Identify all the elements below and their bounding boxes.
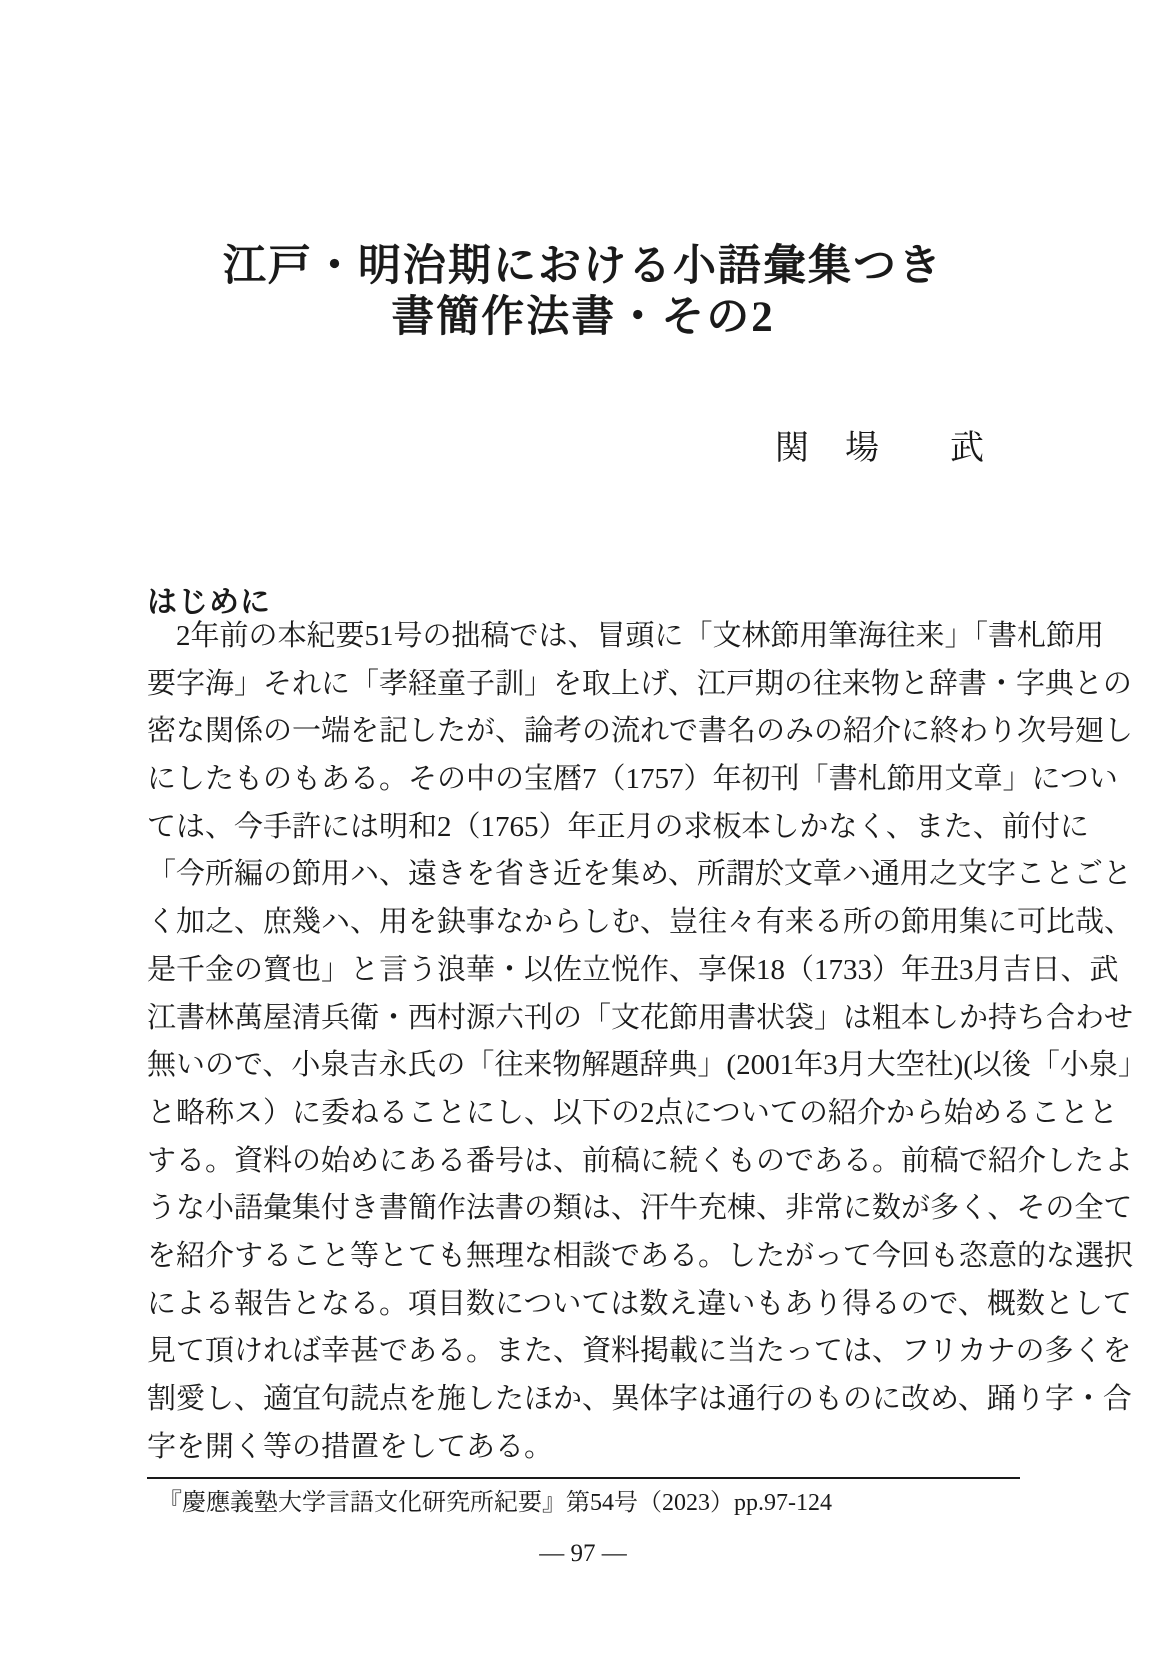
footnote-divider — [147, 1477, 1020, 1479]
body-line: 是千金の寳也」と言う浪華・以佐立悦作、享保18（1733）年丑3月吉日、武 — [147, 953, 1119, 986]
body-line: 「今所編の節用ハ、遠きを省き近を集め、所謂於文章ハ通用之文字ことごと — [147, 858, 1132, 891]
journal-citation: 『慶應義塾大学言語文化研究所紀要』第54号（2023）pp.97-124 — [158, 1490, 832, 1516]
body-line: く加之、庶幾ハ、用を鈌事なからしむ、豈往々有来る所の節用集に可比哉、 — [147, 906, 1134, 939]
body-line: 密な関係の一端を記したが、論考の流れで書名のみの紹介に終わり次号廻し — [147, 715, 1134, 748]
body-line: を紹介すること等とても無理な相談である。したがって今回も恣意的な選択 — [147, 1239, 1134, 1272]
body-line: 無いので、小泉吉永氏の「往来物解題辞典」(2001年3月大空社)(以後「小泉」 — [147, 1049, 1147, 1082]
body-line: による報告となる。項目数については数え違いもあり得るので、概数として — [147, 1287, 1132, 1320]
body-line: と略称ス）に委ねることにし、以下の2点についての紹介から始めることと — [147, 1096, 1118, 1129]
page-title-line-1: 江戸・明治期における小語彙集つき — [223, 242, 943, 290]
body-line: にしたものもある。その中の宝暦7（1757）年初刊「書札節用文章」につい — [147, 763, 1118, 796]
body-line: うな小語彙集付き書簡作法書の類は、汗牛充棟、非常に数が多く、その全て — [147, 1192, 1133, 1225]
body-line: 要字海」それに「孝経童子訓」を取上げ、江戸期の往来物と辞書・字典との — [147, 667, 1132, 700]
body-paragraph — [147, 613, 1147, 1471]
section-heading: はじめに — [147, 585, 271, 619]
page-title — [0, 241, 1166, 343]
body-line: 江書林萬屋清兵衛・西村源六刊の「文花節用書状袋」は粗本しか持ち合わせ — [147, 1001, 1134, 1034]
body-line: 2年前の本紀要51号の拙稿では、冒頭に「文林節用筆海往来」「書札節用 — [147, 620, 1105, 652]
page-number: — 97 — — [539, 1540, 627, 1567]
body-line: 見て頂ければ幸甚である。また、資料掲載に当たっては、フリカナの多くを — [147, 1335, 1132, 1368]
body-line: ては、今手許には明和2（1765）年正月の求板本しかなく、また、前付に — [147, 810, 1089, 843]
body-line: 割愛し、適宜句読点を施したほか、異体字は通行のものに改め、踊り字・合 — [147, 1383, 1132, 1415]
author-name: 関 場 武 — [775, 430, 985, 467]
page-title-line-2: 書簡作法書・その2 — [391, 293, 775, 341]
body-line: 字を開く等の措置をしてある。 — [147, 1430, 554, 1463]
body-line: する。資料の始めにある番号は、前稿に続くものである。前稿で紹介したよ — [147, 1144, 1134, 1177]
